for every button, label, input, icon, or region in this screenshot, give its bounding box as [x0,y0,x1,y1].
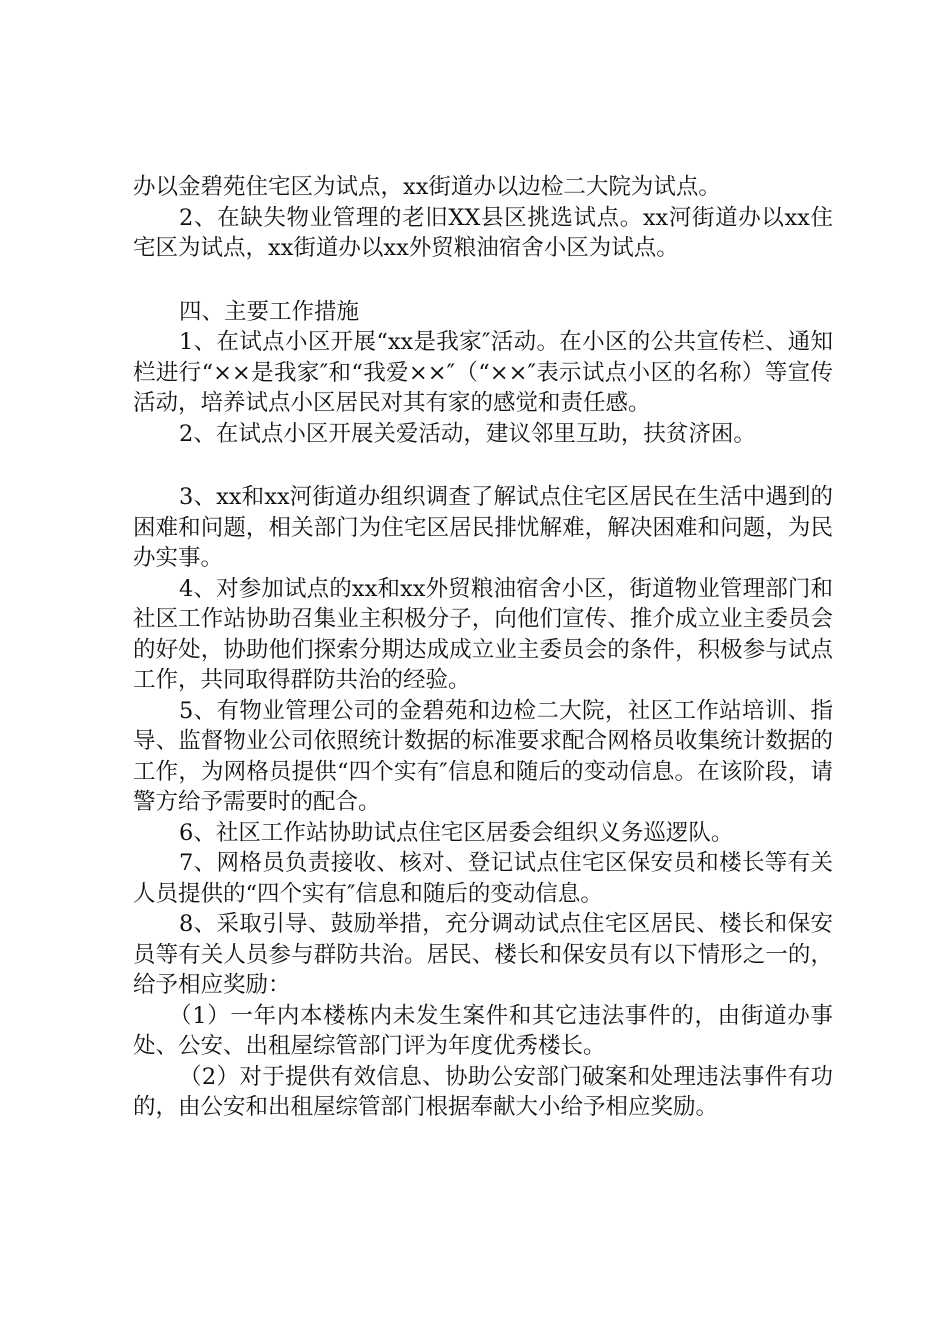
document-body [133,172,833,1123]
paragraph-measure-1: 1、在试点小区开展“xx是我家″活动。在小区的公共宣传栏、通知栏进行“××是我家″和“我爱××″（“××″表示试点小区的名称）等宣传活动，培养试点小区居民对其有家的感觉和责任感。 [133,329,833,416]
section-heading: 四、主要工作措施 [179,298,360,325]
paragraph-measure-7: 7、网格员负责接收、核对、登记试点住宅区保安员和楼长等有关人员提供的“四个实有″信息和随后的变动信息。 [133,850,833,907]
paragraph-item-2: 2、在缺失物业管理的老旧XX县区挑选试点。xx河街道办以xx住宅区为试点，xx街道办以xx外贸粮油宿舍小区为试点。 [133,204,833,261]
paragraph-measure-4: 4、对参加试点的xx和xx外贸粮油宿舍小区，街道物业管理部门和社区工作站协助召集业主积极分子，向他们宣传、推介成立业主委员会的好处，协助他们探索分期达成成立业主委员会的条件，积极参与试点工作，共同取得群防共治的经验。 [133,575,833,693]
paragraph-reward-1: （1）一年内本楼栋内未发生案件和其它违法事件的，由街道办事处、公安、出租屋综管部门评为年度优秀楼长。 [133,1002,833,1059]
paragraph-continuation: 办以金碧苑住宅区为试点，xx街道办以边检二大院为试点。 [133,174,721,200]
paragraph-measure-2: 2、在试点小区开展关爱活动，建议邻里互助，扶贫济困。 [179,420,756,447]
paragraph-measure-6: 6、社区工作站协助试点住宅区居委会组织义务巡逻队。 [179,819,734,846]
paragraph-measure-8: 8、采取引导、鼓励举措，充分调动试点住宅区居民、楼长和保安员等有关人员参与群防共治。居民、楼长和保安员有以下情形之一的，给予相应奖励： [133,911,833,998]
paragraph-reward-2: （2）对于提供有效信息、协助公安部门破案和处理违法事件有功的，由公安和出租屋综管部门根据奉献大小给予相应奖励。 [133,1063,833,1120]
paragraph-measure-5: 5、有物业管理公司的金碧苑和边检二大院，社区工作站培训、指导、监督物业公司依照统计数据的标准要求配合网格员收集统计数据的工作，为网格员提供“四个实有″信息和随后的变动信息。在该阶段，请警方给予需要时的配合。 [133,697,833,815]
paragraph-measure-3: 3、xx和xx河街道办组织调查了解试点住宅区居民在生活中遇到的困难和问题，相关部门为住宅区居民排忧解难，解决困难和问题，为民办实事。 [133,484,833,571]
